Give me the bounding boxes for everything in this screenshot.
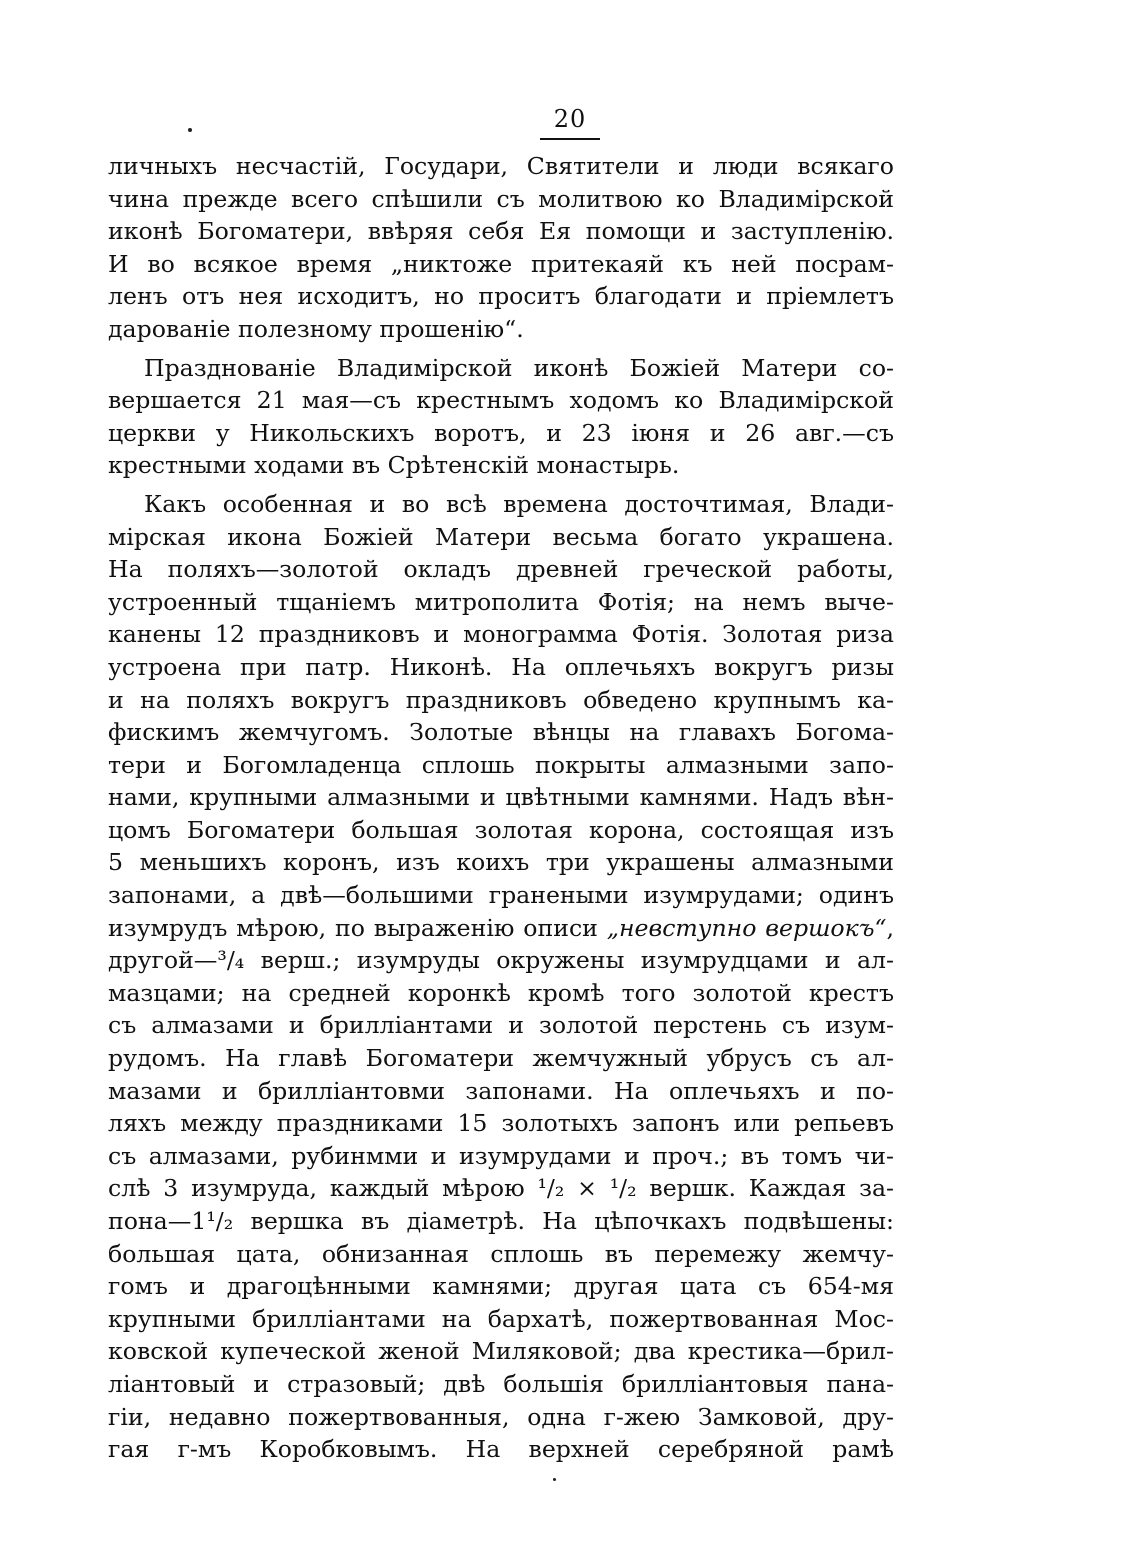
text-line: другой—³/₄ верш.; изумруды окружены изумрудцами и ал- <box>108 946 894 975</box>
text-line: лiантовый и стразовый; двѣ большія бриллiантовыя пана- <box>108 1369 894 1398</box>
text-line: церкви у Никольскихъ воротъ, и 23 іюня и 26 авг.—съ <box>108 418 894 447</box>
text-line: крестными ходами въ Срѣтенскій монастырь. <box>108 451 680 480</box>
text-line: нами, крупными алмазными и цвѣтными камнями. Надъ вѣн- <box>108 783 894 812</box>
text-line: устроенный тщаніемъ митрополита Фотія; на немъ выче- <box>108 587 894 616</box>
text-line: дарованіе полезному прошенію“. <box>108 314 524 343</box>
text-line: мірская икона Божіей Матери весьма богато украшена. <box>108 522 894 551</box>
text-line: Какъ особенная и во всѣ времена досточтимая, Влади- <box>144 489 894 518</box>
text-segment: изумрудъ мѣрою, по выраженію описи <box>108 913 607 942</box>
page-header <box>0 105 1140 140</box>
text-segment: , <box>886 913 894 942</box>
page-body <box>108 150 894 1466</box>
text-line: пона—1¹/₂ вершка въ діаметрѣ. На цѣпочкахъ подвѣшены: <box>108 1207 894 1235</box>
text-line: гомъ и драгоцѣнными камнями; другая цата съ 654-мя <box>108 1272 894 1301</box>
text-line: ленъ отъ нея исходитъ, но проситъ благодати и пріемлетъ <box>108 282 894 311</box>
text-line: рудомъ. На главѣ Богоматери жемчужный убрусъ съ ал- <box>108 1044 894 1073</box>
text-line: ковской купеческой женой Миляковой; два крестика—брил- <box>108 1337 894 1366</box>
text-line: ляхъ между праздниками 15 золотыхъ запонъ или репьевъ <box>108 1109 894 1138</box>
text-line: крупными бриллiантами на бархатѣ, пожертвованная Мос- <box>108 1304 894 1333</box>
text-line: устроена при патр. Никонѣ. На оплечьяхъ вокругъ ризы <box>108 652 894 681</box>
text-line: слѣ 3 изумруда, каждый мѣрою ¹/₂ × ¹/₂ вершк. Каждая за- <box>108 1174 894 1203</box>
text-line: личныхъ несчастій, Государи, Святители и люди всякаго <box>108 152 894 180</box>
text-line-mixed <box>108 912 894 945</box>
text-line: цомъ Богоматери большая золотая корона, состоящая изъ <box>108 815 894 844</box>
text-line: тери и Богомладенца сплошь покрыты алмазными запо- <box>108 750 894 779</box>
text-line: 5 меньшихъ коронъ, изъ коихъ три украшены алмазными <box>108 848 894 877</box>
text-line: гая г-мъ Коробковымъ. На верхней серебряной рамѣ <box>108 1435 894 1464</box>
text-line: чина прежде всего спѣшили съ молитвою ко Владимірской <box>108 184 894 213</box>
text-line: вершается 21 мая—съ крестнымъ ходомъ ко Владимірской <box>108 386 894 415</box>
text-line: мазами и бриллiантовми запонами. На оплечьяхъ и по- <box>108 1076 894 1105</box>
text-line: На поляхъ—золотой окладъ древней греческой работы, <box>108 555 894 584</box>
text-line: иконѣ Богоматери, ввѣряя себя Ея помощи и заступленію. <box>108 217 894 246</box>
text-line: фискимъ жемчугомъ. Золотые вѣнцы на главахъ Богома- <box>108 718 894 747</box>
text-line: И во всякое время „никтоже притекаяй къ ней посрам- <box>108 249 894 278</box>
text-line: и на поляхъ вокругъ праздниковъ обведено крупнымъ ка- <box>108 685 894 714</box>
text-line: съ алмазами и бриллiантами и золотой перстень съ изум- <box>108 1011 894 1040</box>
text-line: гіи, недавно пожертвованныя, одна г-жею Замковой, дру- <box>108 1402 894 1431</box>
text-line: мазцами; на средней коронкѣ кромѣ того золотой крестъ <box>108 978 894 1007</box>
text-line: запонами, а двѣ—большими гранеными изумрудами; одинъ <box>108 881 894 910</box>
scan-speck <box>553 1478 556 1481</box>
text-line: канены 12 праздниковъ и монограмма Фотія. Золотая риза <box>108 620 894 649</box>
text-line: Празднованіе Владимірской иконѣ Божіей Матери со- <box>144 353 894 382</box>
page-number: 20 <box>540 105 601 140</box>
italic-quote: „невступно вершокъ“ <box>606 913 887 942</box>
text-line: съ алмазами, рубинмми и изумрудами и проч.; въ томъ чи- <box>108 1141 894 1170</box>
text-line: большая цата, обнизанная сплошь въ перемежу жемчу- <box>108 1239 894 1268</box>
